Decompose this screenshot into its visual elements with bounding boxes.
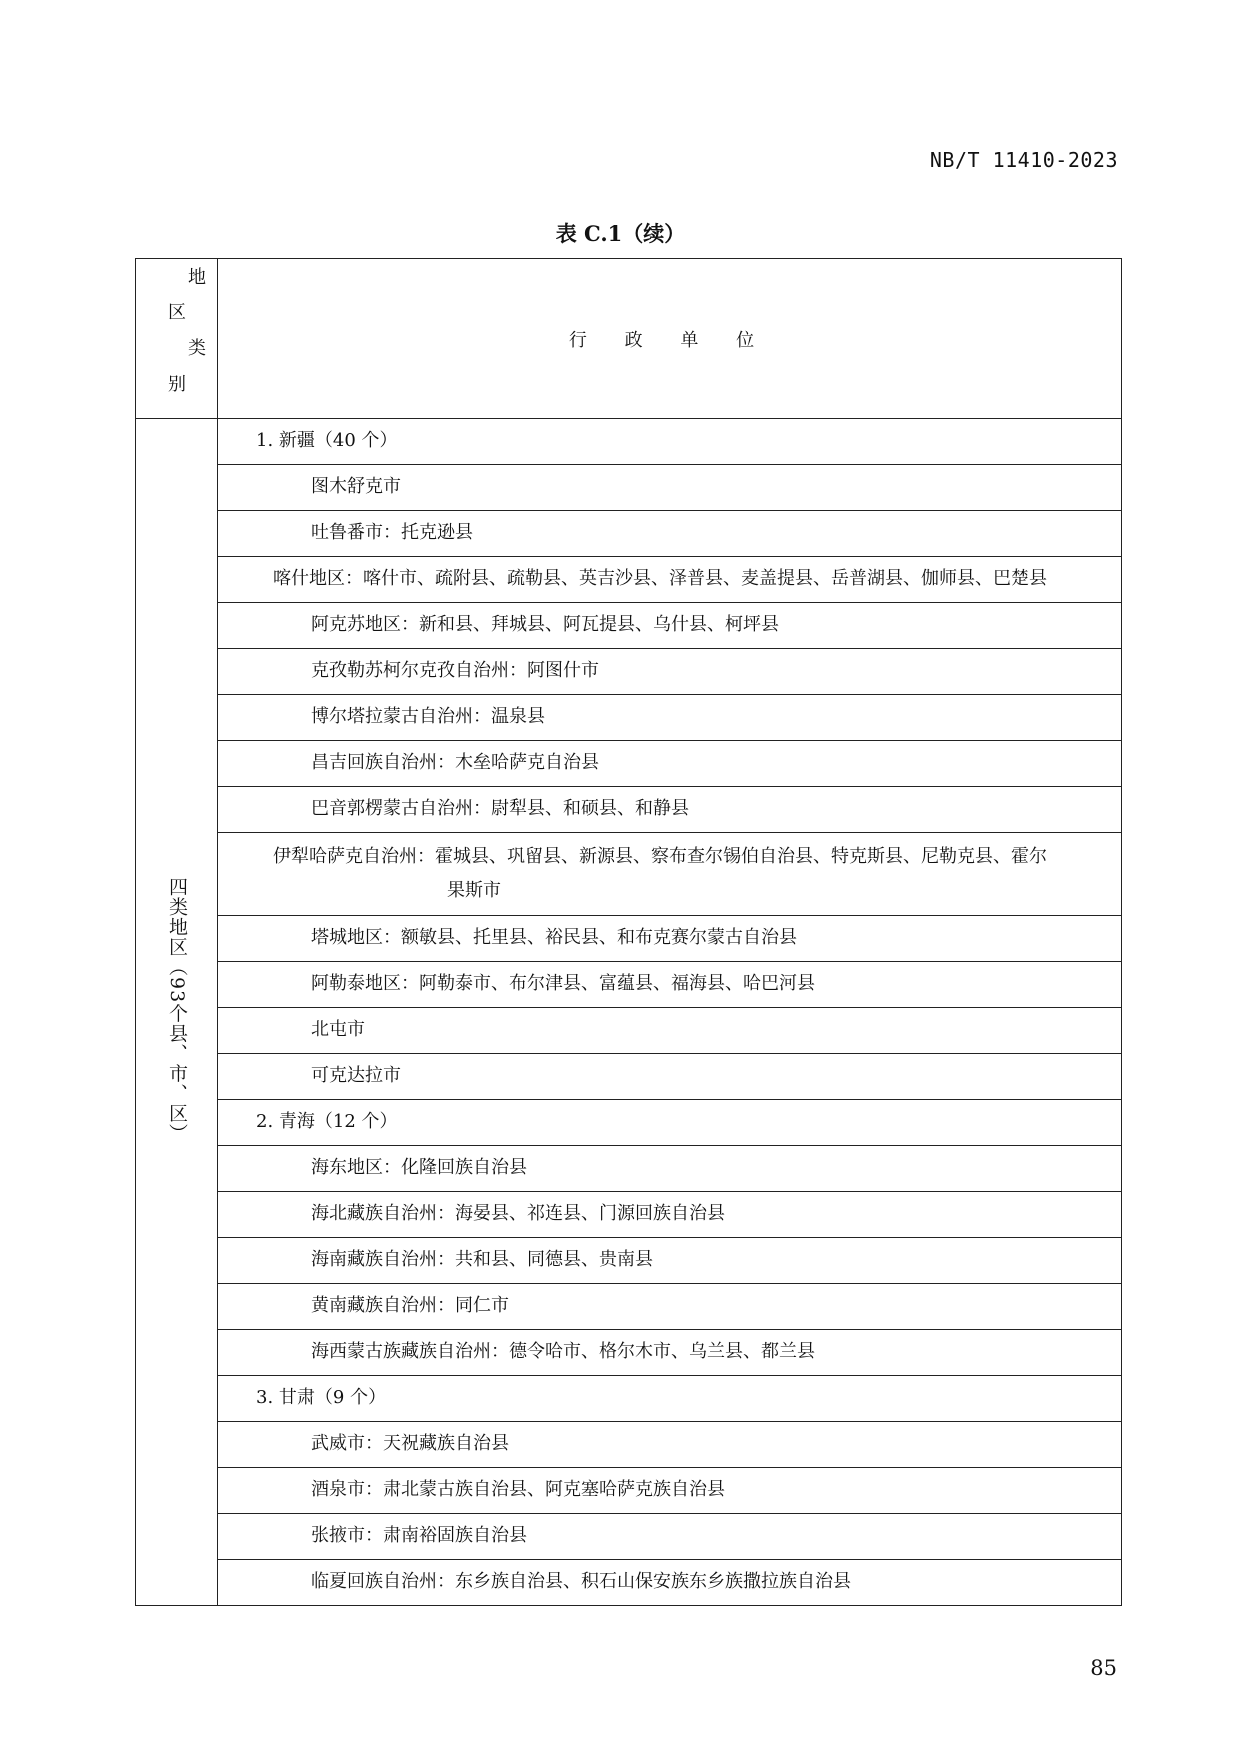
unit-text: 伊犁哈萨克自治州：霍城县、巩留县、新源县、察布查尔锡伯自治县、特克斯县、尼勒克县、霍尔 — [273, 845, 1047, 867]
table-row — [136, 787, 1122, 833]
unit-cell: 阿勒泰地区：阿勒泰市、布尔津县、富蕴县、福海县、哈巴河县 — [218, 962, 1122, 1008]
unit-cell: 昌吉回族自治州：木垒哈萨克自治县 — [218, 741, 1122, 787]
table-row — [136, 695, 1122, 741]
table-row — [136, 1468, 1122, 1514]
table-row — [136, 1054, 1122, 1100]
table-row — [136, 1376, 1122, 1422]
table-row — [136, 1560, 1122, 1606]
unit-text-continued: 果斯市 — [447, 880, 501, 901]
table-row — [136, 419, 1122, 465]
table-row — [136, 557, 1122, 603]
table-title: 表 C.1（续） — [555, 221, 686, 246]
table-row — [136, 1238, 1122, 1284]
table-row — [136, 649, 1122, 695]
table-row — [136, 1422, 1122, 1468]
unit-cell: 巴音郭楞蒙古自治州：尉犁县、和硕县、和静县 — [218, 787, 1122, 833]
unit-cell: 海东地区：化隆回族自治县 — [218, 1146, 1122, 1192]
unit-cell: 北屯市 — [218, 1008, 1122, 1054]
unit-cell: 图木舒克市 — [218, 465, 1122, 511]
table-row — [136, 833, 1122, 916]
standard-code: NB/T 11410-2023 — [929, 148, 1118, 172]
unit-cell: 博尔塔拉蒙古自治州：温泉县 — [218, 695, 1122, 741]
admin-units-table — [135, 258, 1122, 1606]
unit-cell: 克孜勒苏柯尔克孜自治州：阿图什市 — [218, 649, 1122, 695]
table-row — [136, 1330, 1122, 1376]
header-region-category — [136, 259, 218, 419]
table-row — [136, 1192, 1122, 1238]
table-row — [136, 1514, 1122, 1560]
table-row — [136, 1100, 1122, 1146]
table-row — [136, 916, 1122, 962]
header-char: 别 — [168, 374, 186, 395]
table-row — [136, 511, 1122, 557]
unit-cell: 武威市：天祝藏族自治县 — [218, 1422, 1122, 1468]
unit-cell: 喀什地区：喀什市、疏附县、疏勒县、英吉沙县、泽普县、麦盖提县、岳普湖县、伽师县、巴楚县 — [218, 557, 1122, 603]
table-row — [136, 1284, 1122, 1330]
province-heading: 2. 青海（12 个） — [218, 1100, 1122, 1146]
table-header-row — [136, 259, 1122, 419]
header-char: 类 — [188, 338, 206, 359]
page-number: 85 — [1090, 1656, 1117, 1680]
unit-cell: 可克达拉市 — [218, 1054, 1122, 1100]
table-row — [136, 1008, 1122, 1054]
category-cell — [136, 419, 218, 1606]
unit-cell: 临夏回族自治州：东乡族自治县、积石山保安族东乡族撒拉族自治县 — [218, 1560, 1122, 1606]
unit-cell: 海西蒙古族藏族自治州：德令哈市、格尔木市、乌兰县、都兰县 — [218, 1330, 1122, 1376]
unit-cell: 阿克苏地区：新和县、拜城县、阿瓦提县、乌什县、柯坪县 — [218, 603, 1122, 649]
header-char: 区 — [168, 302, 186, 323]
unit-cell: 吐鲁番市：托克逊县 — [218, 511, 1122, 557]
unit-cell — [218, 833, 1122, 916]
unit-cell: 海北藏族自治州：海晏县、祁连县、门源回族自治县 — [218, 1192, 1122, 1238]
table-row — [136, 603, 1122, 649]
table-row — [136, 1146, 1122, 1192]
header-char: 地 — [188, 267, 206, 288]
category-label: 四类地区（93个县、市、区） — [166, 876, 188, 1144]
province-heading: 3. 甘肃（9 个） — [218, 1376, 1122, 1422]
unit-cell: 酒泉市：肃北蒙古族自治县、阿克塞哈萨克族自治县 — [218, 1468, 1122, 1514]
unit-cell: 海南藏族自治州：共和县、同德县、贵南县 — [218, 1238, 1122, 1284]
table-row — [136, 465, 1122, 511]
unit-cell: 黄南藏族自治州：同仁市 — [218, 1284, 1122, 1330]
province-heading: 1. 新疆（40 个） — [218, 419, 1122, 465]
unit-cell: 塔城地区：额敏县、托里县、裕民县、和布克赛尔蒙古自治县 — [218, 916, 1122, 962]
table-row — [136, 962, 1122, 1008]
unit-cell: 张掖市：肃南裕固族自治县 — [218, 1514, 1122, 1560]
table-row — [136, 741, 1122, 787]
header-admin-unit: 行 政 单 位 — [218, 259, 1122, 419]
